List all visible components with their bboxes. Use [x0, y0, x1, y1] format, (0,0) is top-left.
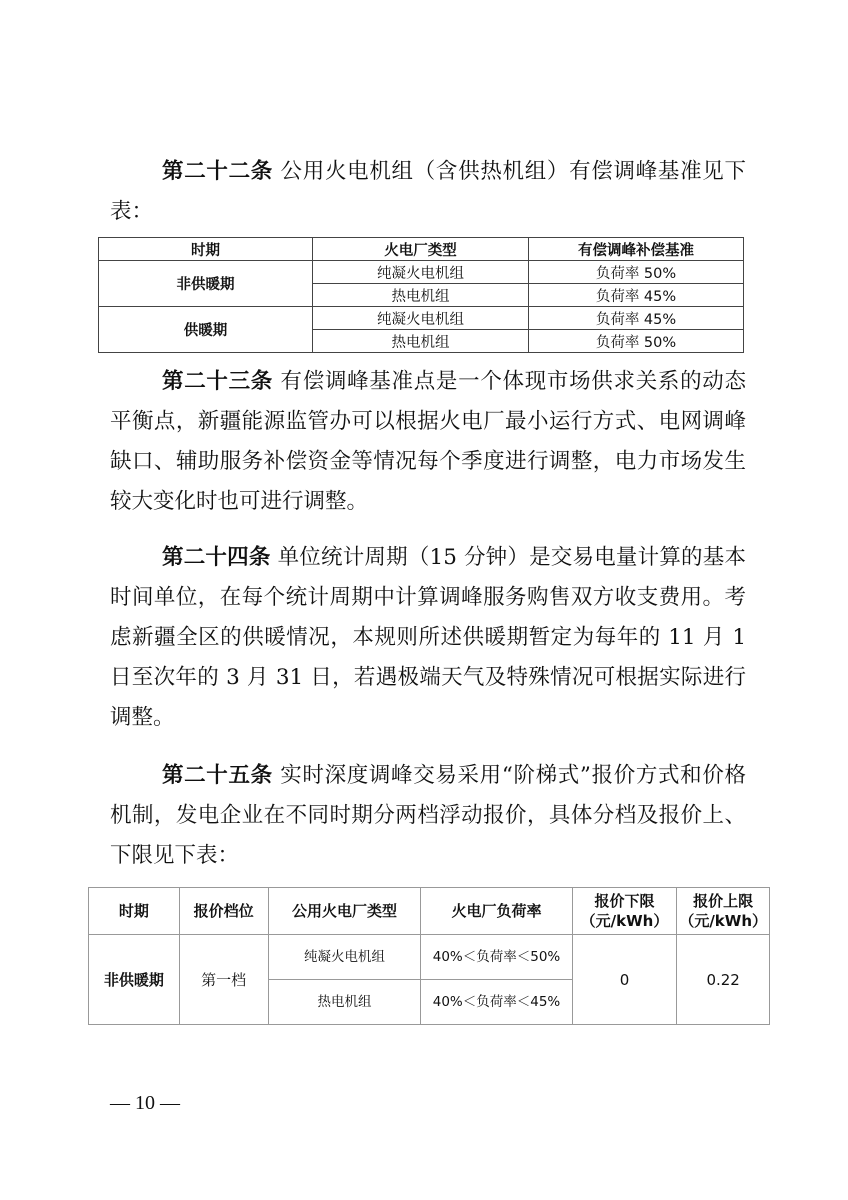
article-23-text: 有偿调峰基准点是一个体现市场供求关系的动态平衡点，新疆能源监管办可以根据火电厂最小运行方式、电网调峰缺口、辅助服务补偿资金等情况每个季度进行调整，电力市场发生较大变化时也可进行调整。 [110, 369, 746, 514]
table2-upper-cell: 0.22 [677, 935, 770, 1025]
table1-type-cell: 热电机组 [313, 284, 529, 307]
table2-type-cell: 纯凝火电机组 [268, 935, 421, 980]
table2-header-type: 公用火电厂类型 [268, 888, 421, 935]
table2-header-tier: 报价档位 [179, 888, 268, 935]
table1-base-cell: 负荷率 50% [529, 261, 744, 284]
table1-header-row [99, 238, 744, 261]
article-25-heading: 第二十五条 [162, 763, 273, 788]
table2-load-cell: 40%＜负荷率＜45% [421, 980, 572, 1025]
table2-header-upper: 报价上限（元/kWh） [677, 888, 770, 935]
table2-header-load: 火电厂负荷率 [421, 888, 572, 935]
article-25-text: 实时深度调峰交易采用“阶梯式”报价方式和价格机制，发电企业在不同时期分两档浮动报价，具体分档及报价上、下限见下表： [110, 763, 746, 868]
tiered-bid-price-table [88, 887, 770, 1025]
table1-header-base: 有偿调峰补偿基准 [529, 238, 744, 261]
table1-base-cell: 负荷率 50% [529, 330, 744, 353]
table1-type-cell: 纯凝火电机组 [313, 307, 529, 330]
table1-period-cell: 供暖期 [99, 307, 313, 353]
page-number: — 10 — [110, 1092, 180, 1114]
article-23 [110, 362, 746, 522]
table2-tier-cell: 第一档 [179, 935, 268, 1025]
table2-type-cell: 热电机组 [268, 980, 421, 1025]
table2-header-lower: 报价下限（元/kWh） [572, 888, 677, 935]
article-24-heading: 第二十四条 [162, 545, 271, 570]
table1-base-cell: 负荷率 45% [529, 307, 744, 330]
table2-header-period: 时期 [89, 888, 180, 935]
table2-load-cell: 40%＜负荷率＜50% [421, 935, 572, 980]
table1-type-cell: 热电机组 [313, 330, 529, 353]
article-23-heading: 第二十三条 [162, 369, 273, 394]
table-row [89, 935, 770, 980]
table1-base-cell: 负荷率 45% [529, 284, 744, 307]
table1-header-type: 火电厂类型 [313, 238, 529, 261]
article-24 [110, 538, 746, 738]
table-row [99, 261, 744, 284]
table2-period-cell: 非供暖期 [89, 935, 180, 1025]
peak-regulation-baseline-table [98, 237, 744, 353]
table1-type-cell: 纯凝火电机组 [313, 261, 529, 284]
article-22-heading: 第二十二条 [162, 159, 273, 184]
article-25 [110, 756, 746, 876]
article-24-text: 单位统计周期（15 分钟）是交易电量计算的基本时间单位，在每个统计周期中计算调峰服务购售双方收支费用。考虑新疆全区的供暖情况，本规则所述供暖期暂定为每年的 11 月 1 日至次年的 3 月 31 日，若遇极端天气及特殊情况可根据实际进行调整。 [110, 545, 746, 730]
table1-period-cell: 非供暖期 [99, 261, 313, 307]
article-22 [110, 152, 746, 232]
table1-header-period: 时期 [99, 238, 313, 261]
table2-lower-cell: 0 [572, 935, 677, 1025]
article-22-text: 公用火电机组（含供热机组）有偿调峰基准见下表： [110, 159, 746, 224]
table2-header-row [89, 888, 770, 935]
table-row [99, 307, 744, 330]
